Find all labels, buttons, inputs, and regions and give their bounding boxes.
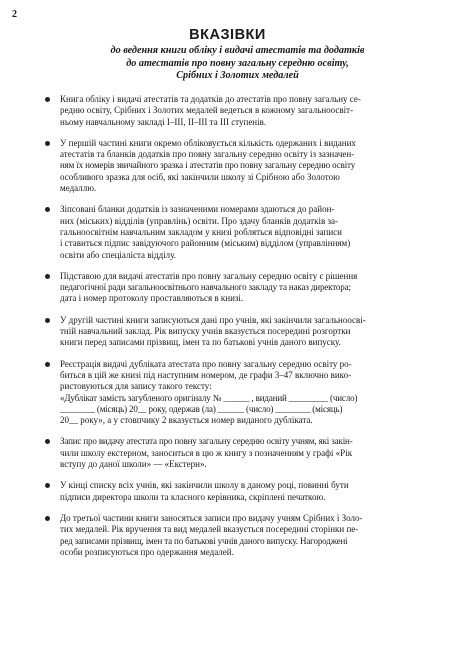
text-line: атестатів та бланків додатків про повну загальну середню освіту із зазначен- [60,149,355,160]
text-line: ________ (місяць) 20__ року, одержав (ла) ______ (число) ________ (місяць) [60,403,343,414]
text-line: педагогічної ради загальноосвітнього навчального закладу та наказ директора; [60,282,351,293]
instruction-item [44,315,412,349]
bullet-icon [45,516,50,521]
text-line: У другій частині книги записуються дані про учнів, які закінчили загальноосві- [60,314,366,325]
text-line: У кінці списку всіх учнів, які закінчили школу в даному році, повинні бути [60,480,349,491]
text-line: ням їх номерів звичайного зразка і атестатів про повну загальну середню освіту [60,160,356,171]
text-line: і ставиться підпис завідуючого районним (міським) відділом (управлінням) [60,238,351,249]
text-line: биться в цій же книзі під наступним номером, де графи 3–47 включно вико- [60,369,352,380]
text-line: ньому навчальному закладі I–III, II–III та III ступенів. [60,116,267,127]
instruction-item [44,94,412,128]
instruction-item [44,436,412,470]
instruction-item [44,359,412,427]
bullet-icon [45,141,50,146]
text-line: книги перед записами прізвищ, імен та по батькові учнів даного випуску. [60,337,341,348]
bullet-icon [45,97,50,102]
subtitle-line: Срібних і Золотих медалей [176,70,299,81]
instruction-item [44,480,412,503]
page-number: 2 [12,9,17,20]
text-line: тих медалей. Рік вручення та вид медалей вказується посередині сторінки пе- [60,524,359,535]
text-line: редню освіту, Срібних і Золотих медалей ведеться в кожному загальноосвіт- [60,105,354,116]
instruction-item [44,513,412,558]
bullet-icon [45,439,50,444]
text-line: медаллю. [60,183,97,194]
instruction-item [44,138,412,194]
text-line: Книга обліку і видачі атестатів та додатків до атестатів про повну загальну се- [60,94,361,104]
page-subtitle [60,45,415,83]
text-line: них (міських) відділів (управлінь) освіти. Про здачу бланків додатків за- [60,215,339,226]
text-line: особливого зразка для осіб, які закінчили школу зі Срібною або Золотою [60,171,340,182]
text-line: особи розписуються про одержання медалей. [60,546,234,557]
text-line: 20__ року», а у стовпчику 2 вказується номер виданого дубліката. [60,415,313,426]
text-line: Запис про видачу атестата про повну загальну середню освіту учням, які закін- [60,436,353,447]
text-line: ристовуються для запису такого тексту: [60,381,212,392]
text-line: До третьої частини книги заносяться записи про видачу учням Срібних і Золо- [60,512,363,523]
instruction-item [44,204,412,260]
text-line: У першій частині книги окремо обліковується кількість одержаних і виданих [60,137,356,148]
page-title: ВКАЗІВКИ [189,27,266,43]
bullet-icon [45,362,50,367]
text-line: ред записами прізвищ, імен та по батькові учнів даного випуску. Нагороджені [60,535,348,546]
text-line: дата і номер протоколу проставляються в книзі. [60,293,244,304]
text-line: Зіпсовані бланки додатків із зазначеними номерами здаються до район- [60,204,335,215]
subtitle-line: до ведення книги обліку і видачі атестатів та додатків [110,45,365,56]
text-line: Реєстрація видачі дубліката атестата про повну загальну середню освіту ро- [60,358,352,369]
text-line: «Дублікат замість загубленого оригіналу № ______ , виданий _________ (число) [60,392,358,403]
text-line: підписи директора школи та класного керівника, скріплені печаткою. [60,491,326,502]
bullet-icon [45,274,50,279]
text-line: чили школу екстерном, заноситься в цю ж книгу з позначенням у графі «Рік [60,447,353,458]
text-line: Підставою для видачі атестатів про повну загальну середню освіту є рішення [60,270,358,281]
instruction-item [44,271,412,305]
subtitle-line: до атестатів про повну загальну середню освіту, [126,57,349,69]
bullet-icon [45,483,50,488]
text-line: вступу до даної школи» — «Екстерн». [60,459,207,470]
instruction-list [44,94,412,558]
bullet-icon [45,207,50,212]
text-line: гальноосвітнім навчальним закладом у книзі робляться відповідні записи [60,226,342,237]
text-line: освіти або спеціаліста відділу. [60,249,177,260]
text-line: тній навчальний заклад. Рік випуску учнів вказується посередині розгортки [60,326,351,337]
bullet-icon [45,318,50,323]
